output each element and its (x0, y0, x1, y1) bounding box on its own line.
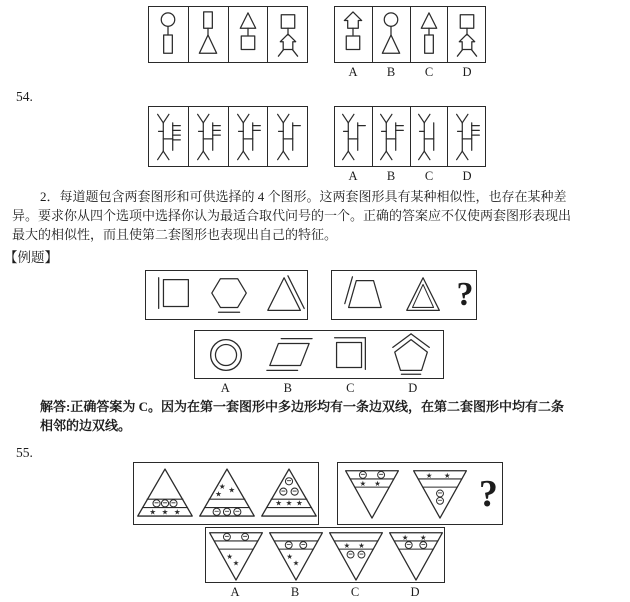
figure-cell (411, 107, 449, 166)
option-label: B (386, 65, 396, 79)
svg-text:★: ★ (149, 507, 157, 517)
svg-text:★: ★ (173, 507, 181, 517)
svg-text:★: ★ (444, 471, 452, 481)
answer-line: 解答:正确答案为 C。因为在第一套图形中多边形均有一条边双线，在第二套图形中均有二条 (40, 399, 564, 414)
figure-cell (373, 7, 411, 62)
svg-text:★: ★ (420, 532, 427, 542)
svg-text:★: ★ (359, 479, 367, 489)
figure-cell (206, 529, 266, 582)
figure-cell (189, 107, 229, 166)
question55-number: 55. (16, 445, 33, 460)
figure-cell (410, 467, 470, 520)
figure-cell (457, 278, 474, 312)
figure-cell (335, 7, 373, 62)
svg-text:★: ★ (426, 471, 433, 481)
option-label: A (230, 585, 240, 599)
option-label: C (424, 65, 434, 79)
option-label: D (462, 169, 472, 183)
svg-text:★: ★ (275, 498, 283, 508)
figure-cell (258, 272, 314, 318)
option-label: D (462, 65, 472, 79)
option-label: D (410, 585, 420, 599)
svg-text:★: ★ (218, 481, 226, 491)
option-label: B (386, 169, 396, 183)
svg-text:★: ★ (295, 498, 303, 508)
figure-cell (149, 107, 189, 166)
question55-second-set-box (337, 462, 503, 525)
svg-text:★: ★ (374, 479, 381, 489)
svg-text:★: ★ (401, 532, 409, 542)
svg-text:★: ★ (226, 551, 233, 561)
example-option-labels (194, 381, 444, 396)
figure-cell (268, 7, 307, 62)
option-label: A (348, 65, 358, 79)
figure-cell (268, 107, 307, 166)
svg-text:★: ★ (343, 540, 351, 550)
question55-options-box (205, 527, 445, 583)
figure-cell (229, 107, 269, 166)
question54-number: 54. (16, 89, 33, 104)
svg-text:★: ★ (292, 558, 300, 567)
figure-cell (448, 7, 485, 62)
figure-cell (386, 529, 446, 582)
answer-line: 相邻的边双线。 (40, 418, 132, 433)
option-label: C (346, 381, 355, 395)
figure-cell (134, 465, 196, 522)
figure-cell (195, 331, 257, 379)
option-label: C (424, 169, 434, 183)
figure-cell (448, 107, 485, 166)
figure-cell (202, 272, 258, 318)
svg-text:★: ★ (228, 485, 236, 495)
question54-options-box (334, 106, 486, 167)
figure-cell (342, 467, 402, 520)
question55-option-labels (205, 585, 445, 600)
example-first-set-box (145, 270, 308, 320)
example-second-set-box (331, 270, 477, 320)
figure-cell (196, 465, 258, 522)
svg-text:★: ★ (286, 551, 293, 561)
figure-cell (411, 7, 449, 62)
svg-text:★: ★ (358, 540, 365, 550)
svg-text:★: ★ (232, 558, 240, 567)
figure-cell (149, 7, 189, 62)
svg-text:★: ★ (215, 489, 222, 499)
figure-cell (326, 529, 386, 582)
figure-cell (335, 272, 391, 318)
instructions-paragraph (12, 187, 620, 244)
figure-cell (335, 107, 373, 166)
example-label: 【例题】 (4, 250, 58, 265)
figure-cell (257, 331, 319, 379)
figure-cell (229, 7, 269, 62)
svg-text:★: ★ (285, 498, 293, 508)
example-options-box (194, 330, 444, 379)
figure-cell (396, 272, 452, 318)
figure-cell (189, 7, 229, 62)
option-label: A (220, 381, 230, 395)
instructions-line: 最大的相似性，而且使第二套图形也表现出自己的特征。 (12, 227, 338, 242)
figure-cell (478, 472, 498, 515)
instructions-line: 异。要求你从四个选项中选择你认为最适合取代问号的一个。正确的答案应不仅使两套图形表现出 (12, 208, 572, 223)
question53-first-set-box (148, 6, 308, 63)
option-label: B (283, 381, 292, 395)
option-label: A (348, 169, 358, 183)
figure-cell (266, 529, 326, 582)
figure-cell (381, 331, 443, 379)
question54-first-set-box (148, 106, 308, 167)
option-label: B (290, 585, 300, 599)
instructions-line: 2．每道题包含两套图形和可供选择的 4 个图形。这两套图形具有某种相似性，也存在某种差 (40, 189, 567, 204)
figure-cell (319, 331, 381, 379)
figure-cell (258, 465, 320, 522)
question55-first-set-box (133, 462, 319, 525)
example-answer (40, 397, 618, 435)
option-label: C (350, 585, 360, 599)
option-label: D (408, 381, 418, 395)
question-mark: ? (456, 276, 474, 313)
question53-options-box (334, 6, 486, 63)
svg-text:★: ★ (161, 507, 169, 517)
figure-cell (146, 272, 202, 318)
question-mark: ? (478, 472, 498, 515)
question54-option-labels (334, 169, 486, 184)
question53-option-labels (334, 65, 486, 80)
figure-cell (373, 107, 411, 166)
